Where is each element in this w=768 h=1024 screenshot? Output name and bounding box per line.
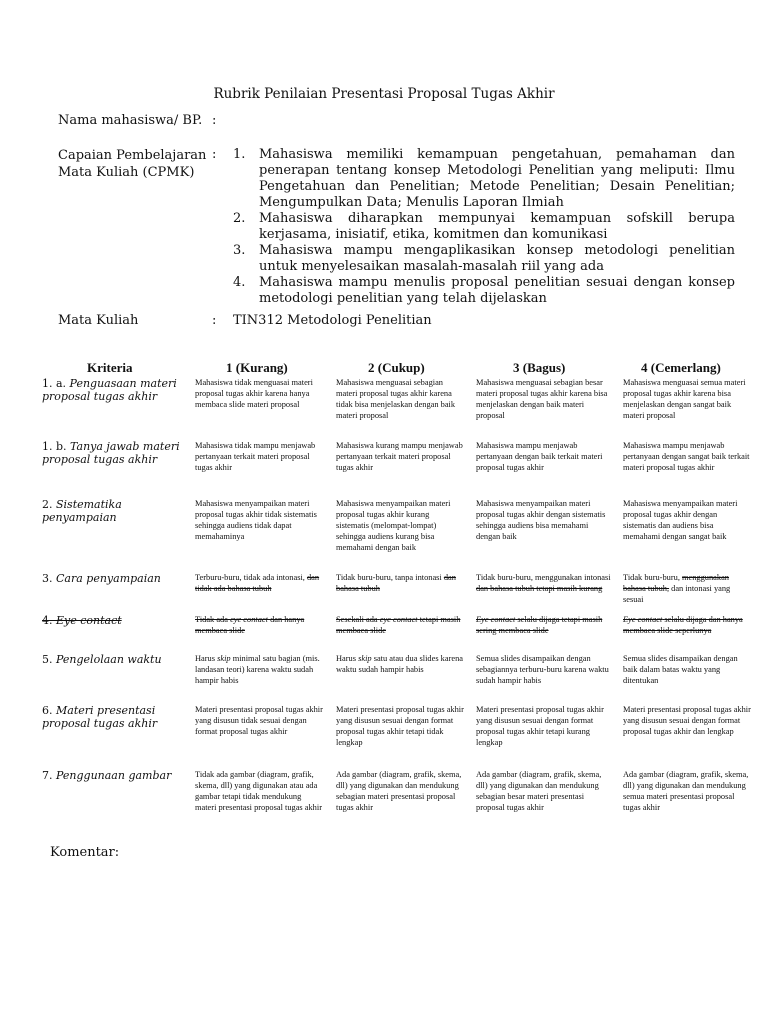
cpmk-list: [233, 147, 735, 307]
score-cell: Materi presentasi proposal tugas akhir yang disusun tidak sesuai dengan format proposal tugas akhir: [195, 705, 323, 736]
score-cell: Mahasiswa menyampaikan materi proposal tugas akhir kurang sistematis (melompat-lompat) sehingga audiens kurang bisa memahami dengan baik: [336, 499, 451, 552]
score-cell: Tidak buru-buru, menggunakan bahasa tubuh, dan intonasi yang sesuai: [623, 573, 731, 604]
criterion: 6. Materi presentasi proposal tugas akhir: [42, 704, 158, 730]
score-cell: Mahasiswa mampu menjawab pertanyaan dengan baik terkait materi proposal tugas akhir: [476, 441, 603, 472]
criterion: 4. Eye contact: [42, 614, 122, 627]
score-cell: Mahasiswa menguasai sebagian besar materi proposal tugas akhir karena bisa menjelaskan dengan baik materi proposal: [476, 378, 608, 420]
cpmk-item: 2. Mahasiswa diharapkan mempunyai kemampuan sofskill berupa kerjasama, inisiatif, etika, komitmen dan komunikasi: [233, 211, 735, 242]
colon: :: [212, 313, 217, 328]
score-cell: Semua slides disampaikan dengan sebagiannya terburu-buru karena waktu sudah hampir habis: [476, 654, 609, 685]
score-cell: Mahasiswa menyampaikan materi proposal tugas akhir tidak sistematis sehingga audiens tidak dapat memahaminya: [195, 499, 317, 541]
page-title: Rubrik Penilaian Presentasi Proposal Tugas Akhir: [213, 86, 555, 102]
header-kriteria: Kriteria: [87, 360, 133, 375]
colon: :: [212, 113, 217, 128]
score-cell: Tidak ada gambar (diagram, grafik, skema, dll) yang digunakan atau ada gambar tetapi tidak mendukung materi presentasi proposal tugas akhir: [195, 770, 322, 812]
header-bagus: 3 (Bagus): [513, 360, 566, 375]
score-cell: Mahasiswa menguasai sebagian materi proposal tugas akhir karena tidak bisa menjelaskan dengan baik materi proposal: [336, 378, 456, 420]
cpmk-item: 1. Mahasiswa memiliki kemampuan pengetahuan, pemahaman dan penerapan tentang konsep Metodologi Penelitian yang meliputi: Ilmu Pengetahuan dan Penelitian; Metode Penelitian; Desain Penelitian; Mengumpulkan Data; Menulis Laporan Ilmiah: [233, 147, 735, 210]
score-cell: Eye contact selalu dijaga dan hanya membaca slide seperlunya: [623, 615, 743, 635]
criterion: 1. a. Penguasaan materi proposal tugas akhir: [42, 377, 177, 403]
score-cell: Eye contact selalu dijaga tetapi masih sering membaca slide: [476, 615, 603, 635]
score-cell: Terburu-buru, tidak ada intonasi, dan tidak ada bahasa tubuh: [195, 573, 320, 593]
score-cell: Tidak ada eye contact dan hanya membaca slide: [195, 615, 305, 635]
criterion: 1. b. Tanya jawab materi proposal tugas akhir: [42, 440, 180, 466]
score-cell: Tidak buru-buru, menggunakan intonasi dan bahasa tubuh tetapi masih kurang: [476, 573, 611, 593]
score-cell: Mahasiswa tidak mampu menjawab pertanyaan terkait materi proposal tugas akhir: [195, 441, 316, 472]
score-cell: Materi presentasi proposal tugas akhir yang disusun sesuai dengan format proposal tugas akhir dan lengkap: [623, 705, 751, 736]
student-name-label: Nama mahasiswa/ BP.: [58, 113, 203, 128]
score-cell: Mahasiswa mampu menjawab pertanyaan dengan sangat baik terkait materi proposal tugas akhir: [623, 441, 750, 472]
score-cell: Materi presentasi proposal tugas akhir yang disusun sesuai dengan format proposal tugas akhir tetapi tidak lengkap: [336, 705, 464, 747]
score-cell: Mahasiswa tidak menguasai materi proposal tugas akhir karena hanya membaca slide materi proposal: [195, 378, 313, 409]
criterion: 5. Pengelolaan waktu: [42, 653, 162, 666]
score-cell: Ada gambar (diagram, grafik, skema, dll) yang digunakan dan mendukung sebagian materi presentasi proposal tugas akhir: [336, 770, 462, 812]
score-cell: Ada gambar (diagram, grafik, skema, dll) yang digunakan dan mendukung semua materi presentasi proposal tugas akhir: [623, 770, 749, 812]
score-cell: Mahasiswa kurang mampu menjawab pertanyaan terkait materi proposal tugas akhir: [336, 441, 463, 472]
score-cell: Harus skip satu atau dua slides karena waktu sudah hampir habis: [336, 654, 464, 674]
cpmk-item: 4. Mahasiswa mampu menulis proposal penelitian sesuai dengan konsep metodologi penelitian yang telah dijelaskan: [233, 275, 735, 306]
criterion: 2. Sistematika penyampaian: [42, 498, 122, 524]
criterion: 7. Penggunaan gambar: [42, 769, 172, 782]
score-cell: Mahasiswa menyampaikan materi proposal tugas akhir dengan sistematis dan audiens bisa memahami dengan sangat baik: [623, 499, 738, 541]
score-cell: Harus skip minimal satu bagian (mis. landasan teori) karena waktu sudah hampir habis: [195, 654, 320, 685]
score-cell: Mahasiswa menguasai semua materi proposal tugas akhir karena bisa menjelaskan dengan sangat baik materi proposal: [623, 378, 746, 420]
course-label: Mata Kuliah: [58, 313, 139, 328]
header-cukup: 2 (Cukup): [368, 360, 425, 375]
score-cell: Materi presentasi proposal tugas akhir yang disusun sesuai dengan format proposal tugas akhir tetapi kurang lengkap: [476, 705, 604, 747]
criterion: 3. Cara penyampaian: [42, 572, 161, 585]
comment-label: Komentar:: [50, 845, 120, 860]
header-cemerlang: 4 (Cemerlang): [641, 360, 721, 375]
cpmk-item: 3. Mahasiswa mampu mengaplikasikan konsep metodologi penelitian untuk menyelesaikan masalah-masalah riil yang ada: [233, 243, 735, 274]
score-cell: Semua slides disampaikan dengan baik dalam batas waktu yang ditentukan: [623, 654, 738, 685]
cpmk-label: Capaian Pembelajaran Mata Kuliah (CPMK): [58, 148, 207, 180]
colon: :: [212, 147, 217, 162]
score-cell: Mahasiswa menyampaikan materi proposal tugas akhir dengan sistematis sehingga audiens bisa memahami dengan baik: [476, 499, 606, 541]
score-cell: Tidak buru-buru, tanpa intonasi dan bahasa tubuh: [336, 573, 456, 593]
header-kurang: 1 (Kurang): [226, 360, 288, 375]
course-value: TIN312 Metodologi Penelitian: [233, 313, 432, 328]
score-cell: Ada gambar (diagram, grafik, skema, dll) yang digunakan dan mendukung sebagian besar materi presentasi proposal tugas akhir: [476, 770, 602, 812]
score-cell: Sesekali ada eye contact tetapi masih membaca slide: [336, 615, 461, 635]
